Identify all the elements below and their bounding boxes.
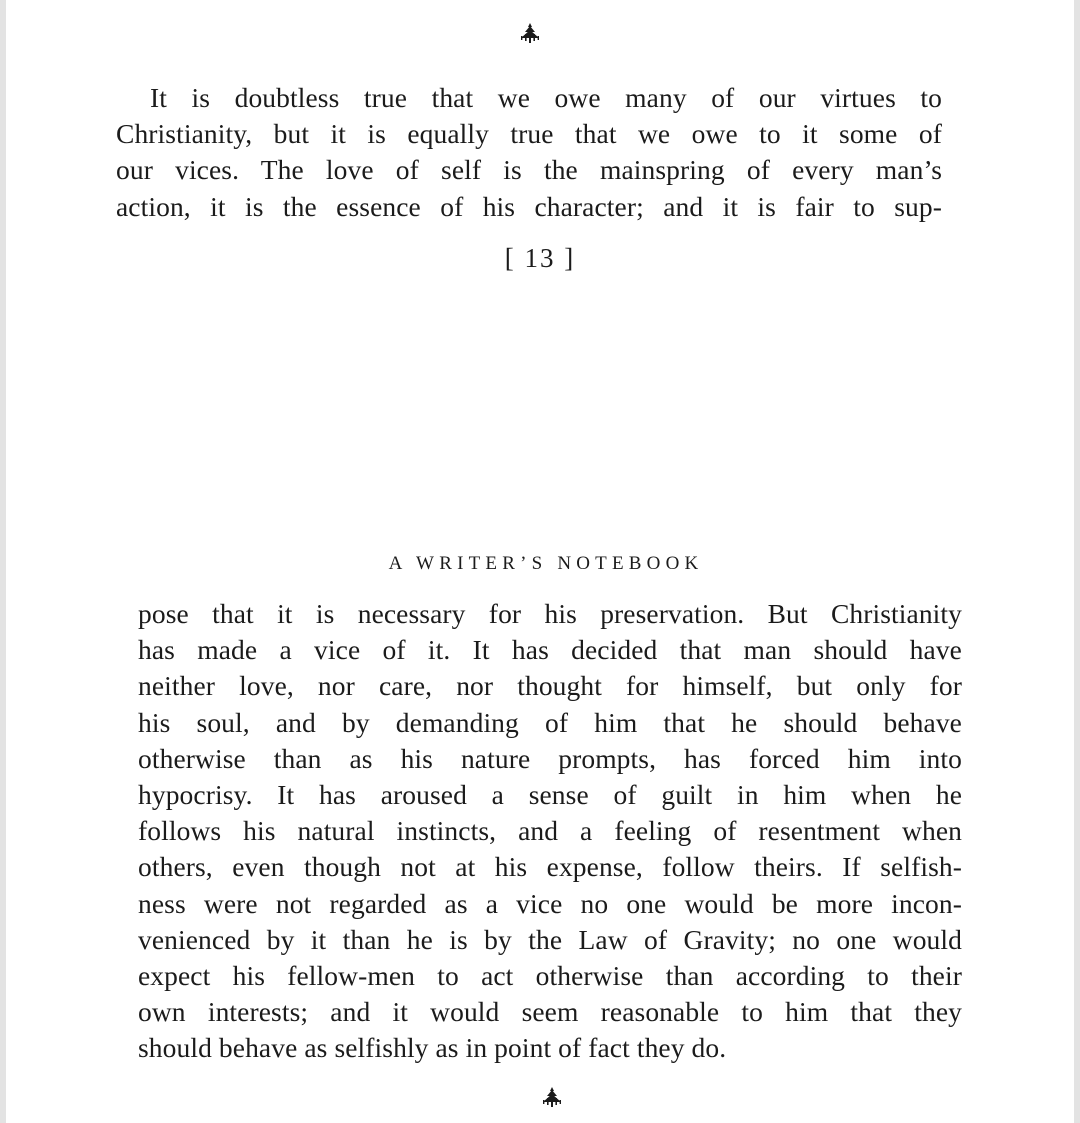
passage-line: expect his fellow-men to act otherwise than according to their	[138, 960, 962, 992]
passage-line: hypocrisy. It has aroused a sense of guilt in him when he	[138, 779, 962, 811]
passage-line: It is doubtless true that we owe many of our virtues to	[150, 82, 942, 113]
passage-line: otherwise than as his nature prompts, has forced him into	[138, 742, 962, 774]
passage-line: pose that it is necessary for his preservation. But Christianity	[138, 598, 962, 629]
passage-line: action, it is the essence of his character; and it is fair to sup-	[116, 190, 942, 222]
passage-line: our vices. The love of self is the mainspring of every man’s	[116, 154, 942, 186]
running-head: A WRITER’S NOTEBOOK	[388, 553, 704, 574]
bottom-passage	[138, 596, 962, 1067]
passage-line: should behave as selfishly as in point of fact they do.	[138, 1032, 727, 1064]
passage-line: neither love, nor care, nor thought for himself, but only for	[138, 670, 962, 702]
passage-line: venienced by it than he is by the Law of Gravity; no one would	[138, 923, 962, 955]
passage-line: own interests; and it would seem reasonable to him that they	[138, 996, 962, 1028]
fleuron-icon	[540, 1086, 564, 1108]
passage-line: his soul, and by demanding of him that he should behave	[138, 706, 962, 738]
page-number: [ 13 ]	[504, 243, 576, 273]
passage-line: Christianity, but it is equally true that we owe to it some of	[116, 118, 942, 150]
passage-line: others, even though not at his expense, follow theirs. If selfish-	[138, 851, 962, 883]
passage-line: ness were not regarded as a vice no one would be more incon-	[138, 887, 962, 919]
passage-line: follows his natural instincts, and a feeling of resentment when	[138, 815, 962, 847]
fleuron-icon	[518, 22, 542, 44]
top-passage	[116, 80, 942, 225]
passage-line: has made a vice of it. It has decided that man should have	[138, 634, 962, 666]
